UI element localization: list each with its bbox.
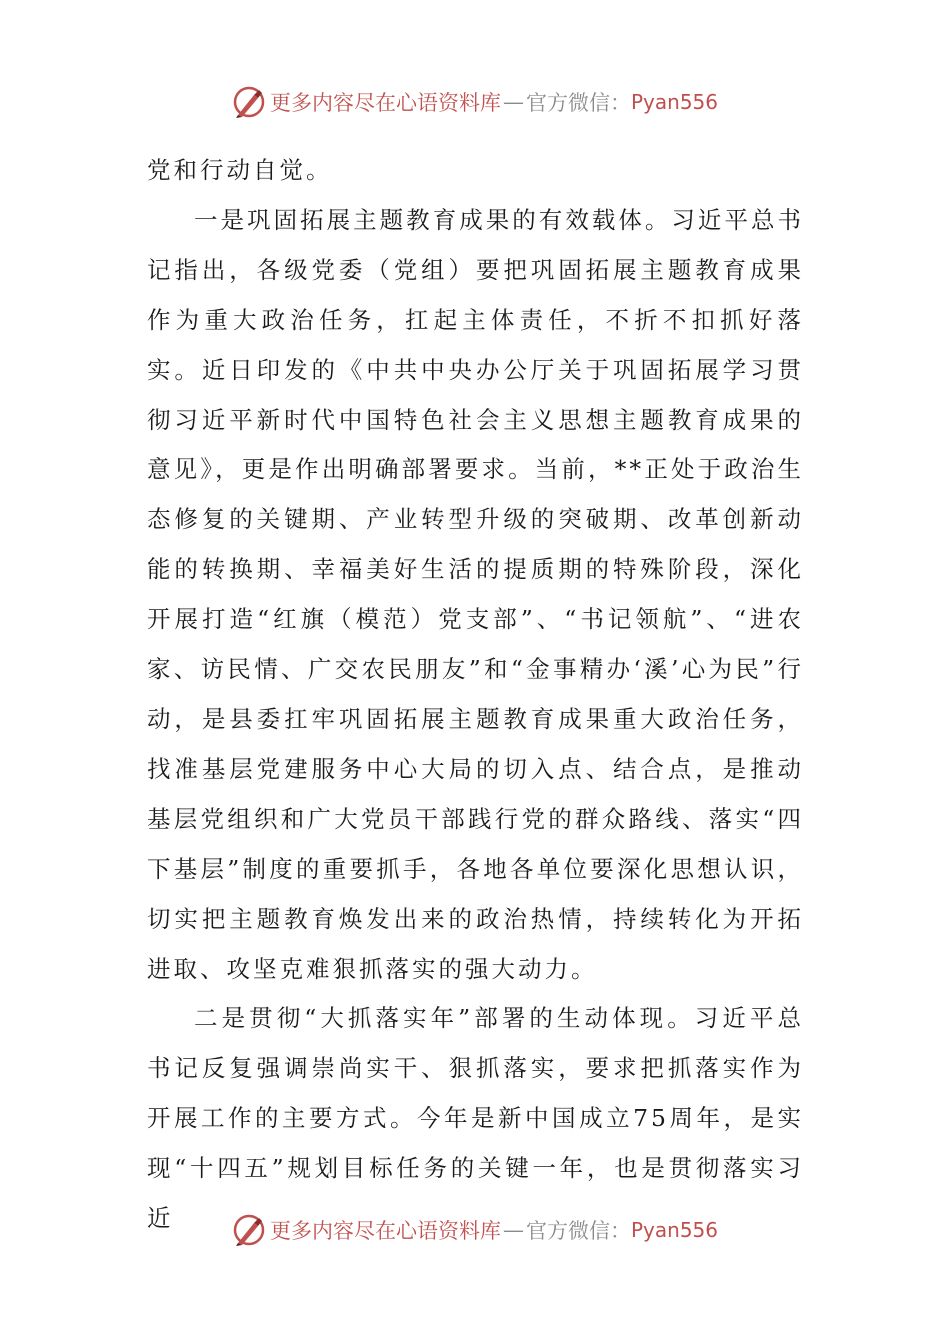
banner-title: 更多内容尽在心语资料库 — [269, 91, 501, 115]
banner-dash: — — [502, 90, 524, 114]
banner-title: 更多内容尽在心语资料库 — [269, 1219, 501, 1243]
footer-banner — [0, 1210, 950, 1250]
header-banner — [0, 82, 950, 122]
banner-dash: — — [502, 1218, 524, 1242]
paragraph-point-two: 二是贯彻“大抓落实年”部署的生动体现。习近平总书记反复强调崇尚实干、狠抓落实，要求把抓落实作为开展工作的主要方式。今年是新中国成立75周年，是实现“十四五”规划目标任务的关键一年，也是贯彻落实习近 — [147, 1004, 804, 1233]
pen-logo-icon — [232, 1213, 266, 1247]
paragraph-point-one: 一是巩固拓展主题教育成果的有效载体。习近平总书记指出，各级党委（党组）要把巩固拓展主题教育成果作为重大政治任务，扛起主体责任，不折不扣抓好落实。近日印发的《中共中央办公厅关于巩固拓展学习贯彻习近平新时代中国特色社会主义思想主题教育成果的意见》，更是作出明确部署要求。当前，**正处于政治生态修复的关键期、产业转型升级的突破期、改革创新动能的转换期、幸福美好生活的提质期的特殊阶段，深化开展打造“红旗（模范）党支部”、“书记领航”、“进农家、访民情、广交农民朋友”和“金事精办‘溪’心为民”行动，是县委扛牢巩固拓展主题教育成果重大政治任务，找准基层党建服务中心大局的切入点、结合点，是推动基层党组织和广大党员干部践行党的群众路线、落实“四下基层”制度的重要抓手，各地各单位要深化思想认识，切实把主题教育焕发出来的政治热情，持续转化为开拓进取、攻坚克难狠抓落实的强大动力。 — [147, 205, 804, 983]
banner-wechat-id: Pyan556 — [630, 90, 718, 114]
document-body — [147, 146, 804, 1244]
pen-logo-icon — [232, 85, 266, 119]
banner-wechat-label: 官方微信： — [525, 1219, 631, 1243]
banner-wechat-label: 官方微信： — [525, 91, 631, 115]
paragraph-continuation: 党和行动自觉。 — [147, 156, 333, 184]
banner-wechat-id: Pyan556 — [630, 1218, 718, 1242]
